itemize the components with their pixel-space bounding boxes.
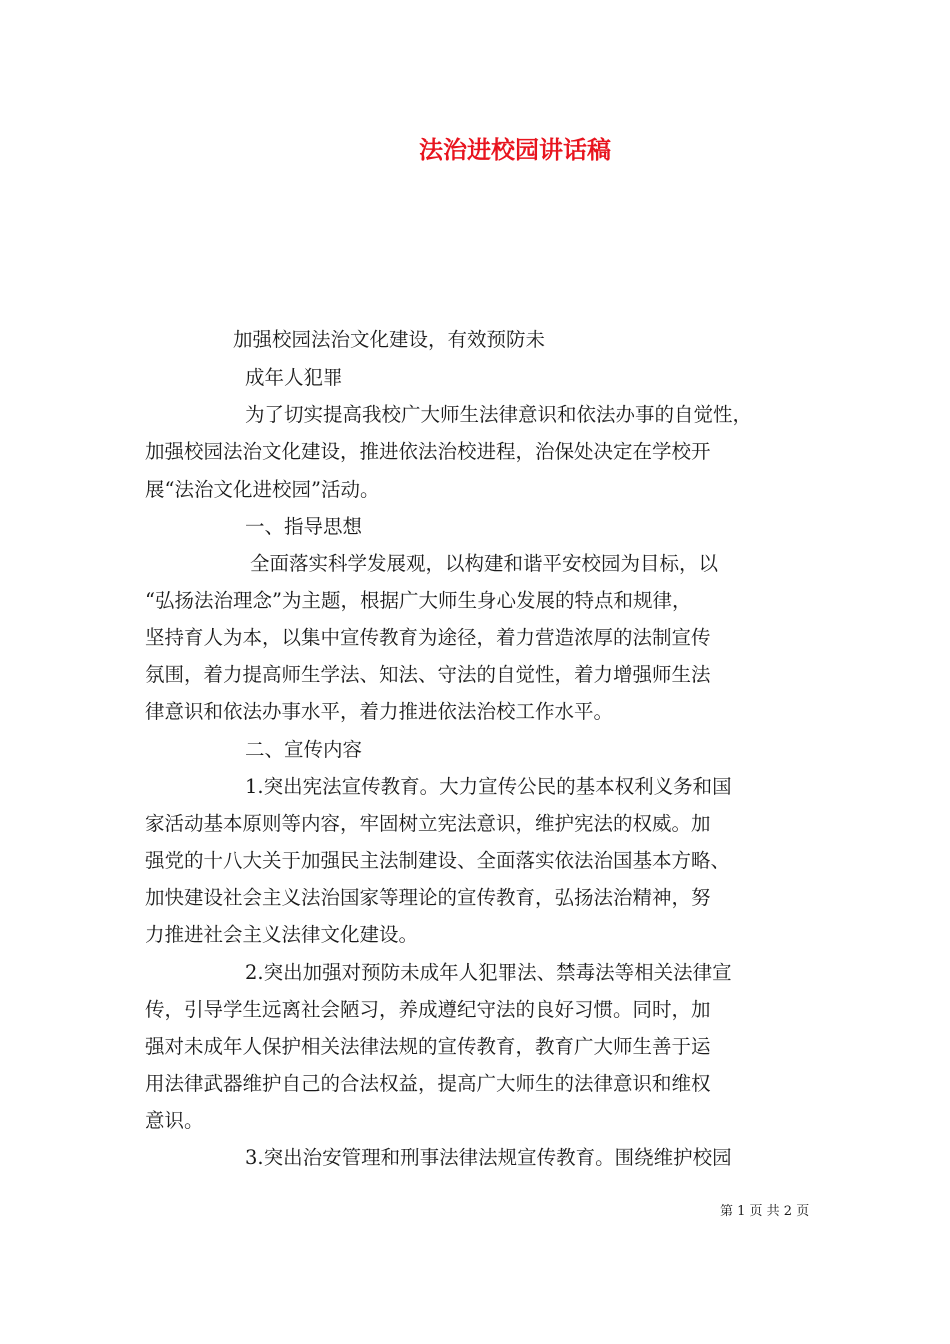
paragraph-line: 2.突出加强对预防未成年人犯罪法、禁毒法等相关法律宣	[245, 961, 732, 984]
paragraph-line: “弘扬法治理念”为主题，根据广大师生身心发展的特点和规律，	[145, 589, 692, 612]
paragraph-line: 为了切实提高我校广大师生法律意识和依法办事的自觉性，	[245, 403, 753, 426]
paragraph-line: 强党的十八大关于加强民主法制建设、全面落实依法治国基本方略、	[145, 849, 731, 872]
paragraph-line: 加强校园法治文化建设，推进依法治校进程，治保处决定在学校开	[145, 440, 711, 463]
paragraph-line: 意识。	[145, 1109, 204, 1132]
paragraph-line: 氛围，着力提高师生学法、知法、守法的自觉性，着力增强师生法	[145, 663, 711, 686]
paragraph-line: 强对未成年人保护相关法律法规的宣传教育，教育广大师生善于运	[145, 1035, 711, 1058]
paragraph-line: 坚持育人为本，以集中宣传教育为途径，着力营造浓厚的法制宣传	[145, 626, 711, 649]
paragraph-line: 加快建设社会主义法治国家等理论的宣传教育，弘扬法治精神，努	[145, 886, 711, 909]
section-heading-1: 一、指导思想	[245, 515, 363, 538]
paragraph-line: 传，引导学生远离社会陋习，养成遵纪守法的良好习惯。同时，加	[145, 998, 711, 1021]
paragraph-line: 家活动基本原则等内容，牢固树立宪法意识，维护宪法的权威。加	[145, 812, 711, 835]
paragraph-line: 展“法治文化进校园”活动。	[145, 478, 380, 501]
paragraph-line: 1.突出宪法宣传教育。大力宣传公民的基本权利义务和国	[245, 775, 732, 798]
paragraph-line: 律意识和依法办事水平，着力推进依法治校工作水平。	[145, 700, 614, 723]
paragraph-line: 3.突出治安管理和刑事法律法规宣传教育。围绕维护校园	[245, 1146, 732, 1169]
subtitle-line-2: 成年人犯罪	[245, 366, 343, 389]
subtitle-line-1: 加强校园法治文化建设，有效预防未	[233, 328, 546, 351]
page-number: 第 1 页 共 2 页	[720, 1204, 810, 1219]
paragraph-line: 用法律武器维护自己的合法权益，提高广大师生的法律意识和维权	[145, 1072, 711, 1095]
section-heading-2: 二、宣传内容	[245, 738, 363, 761]
paragraph-line: 力推进社会主义法律文化建设。	[145, 923, 419, 946]
document-title: 法治进校园讲话稿	[419, 136, 611, 164]
paragraph-line: 全面落实科学发展观，以构建和谐平安校园为目标，以	[250, 552, 719, 575]
